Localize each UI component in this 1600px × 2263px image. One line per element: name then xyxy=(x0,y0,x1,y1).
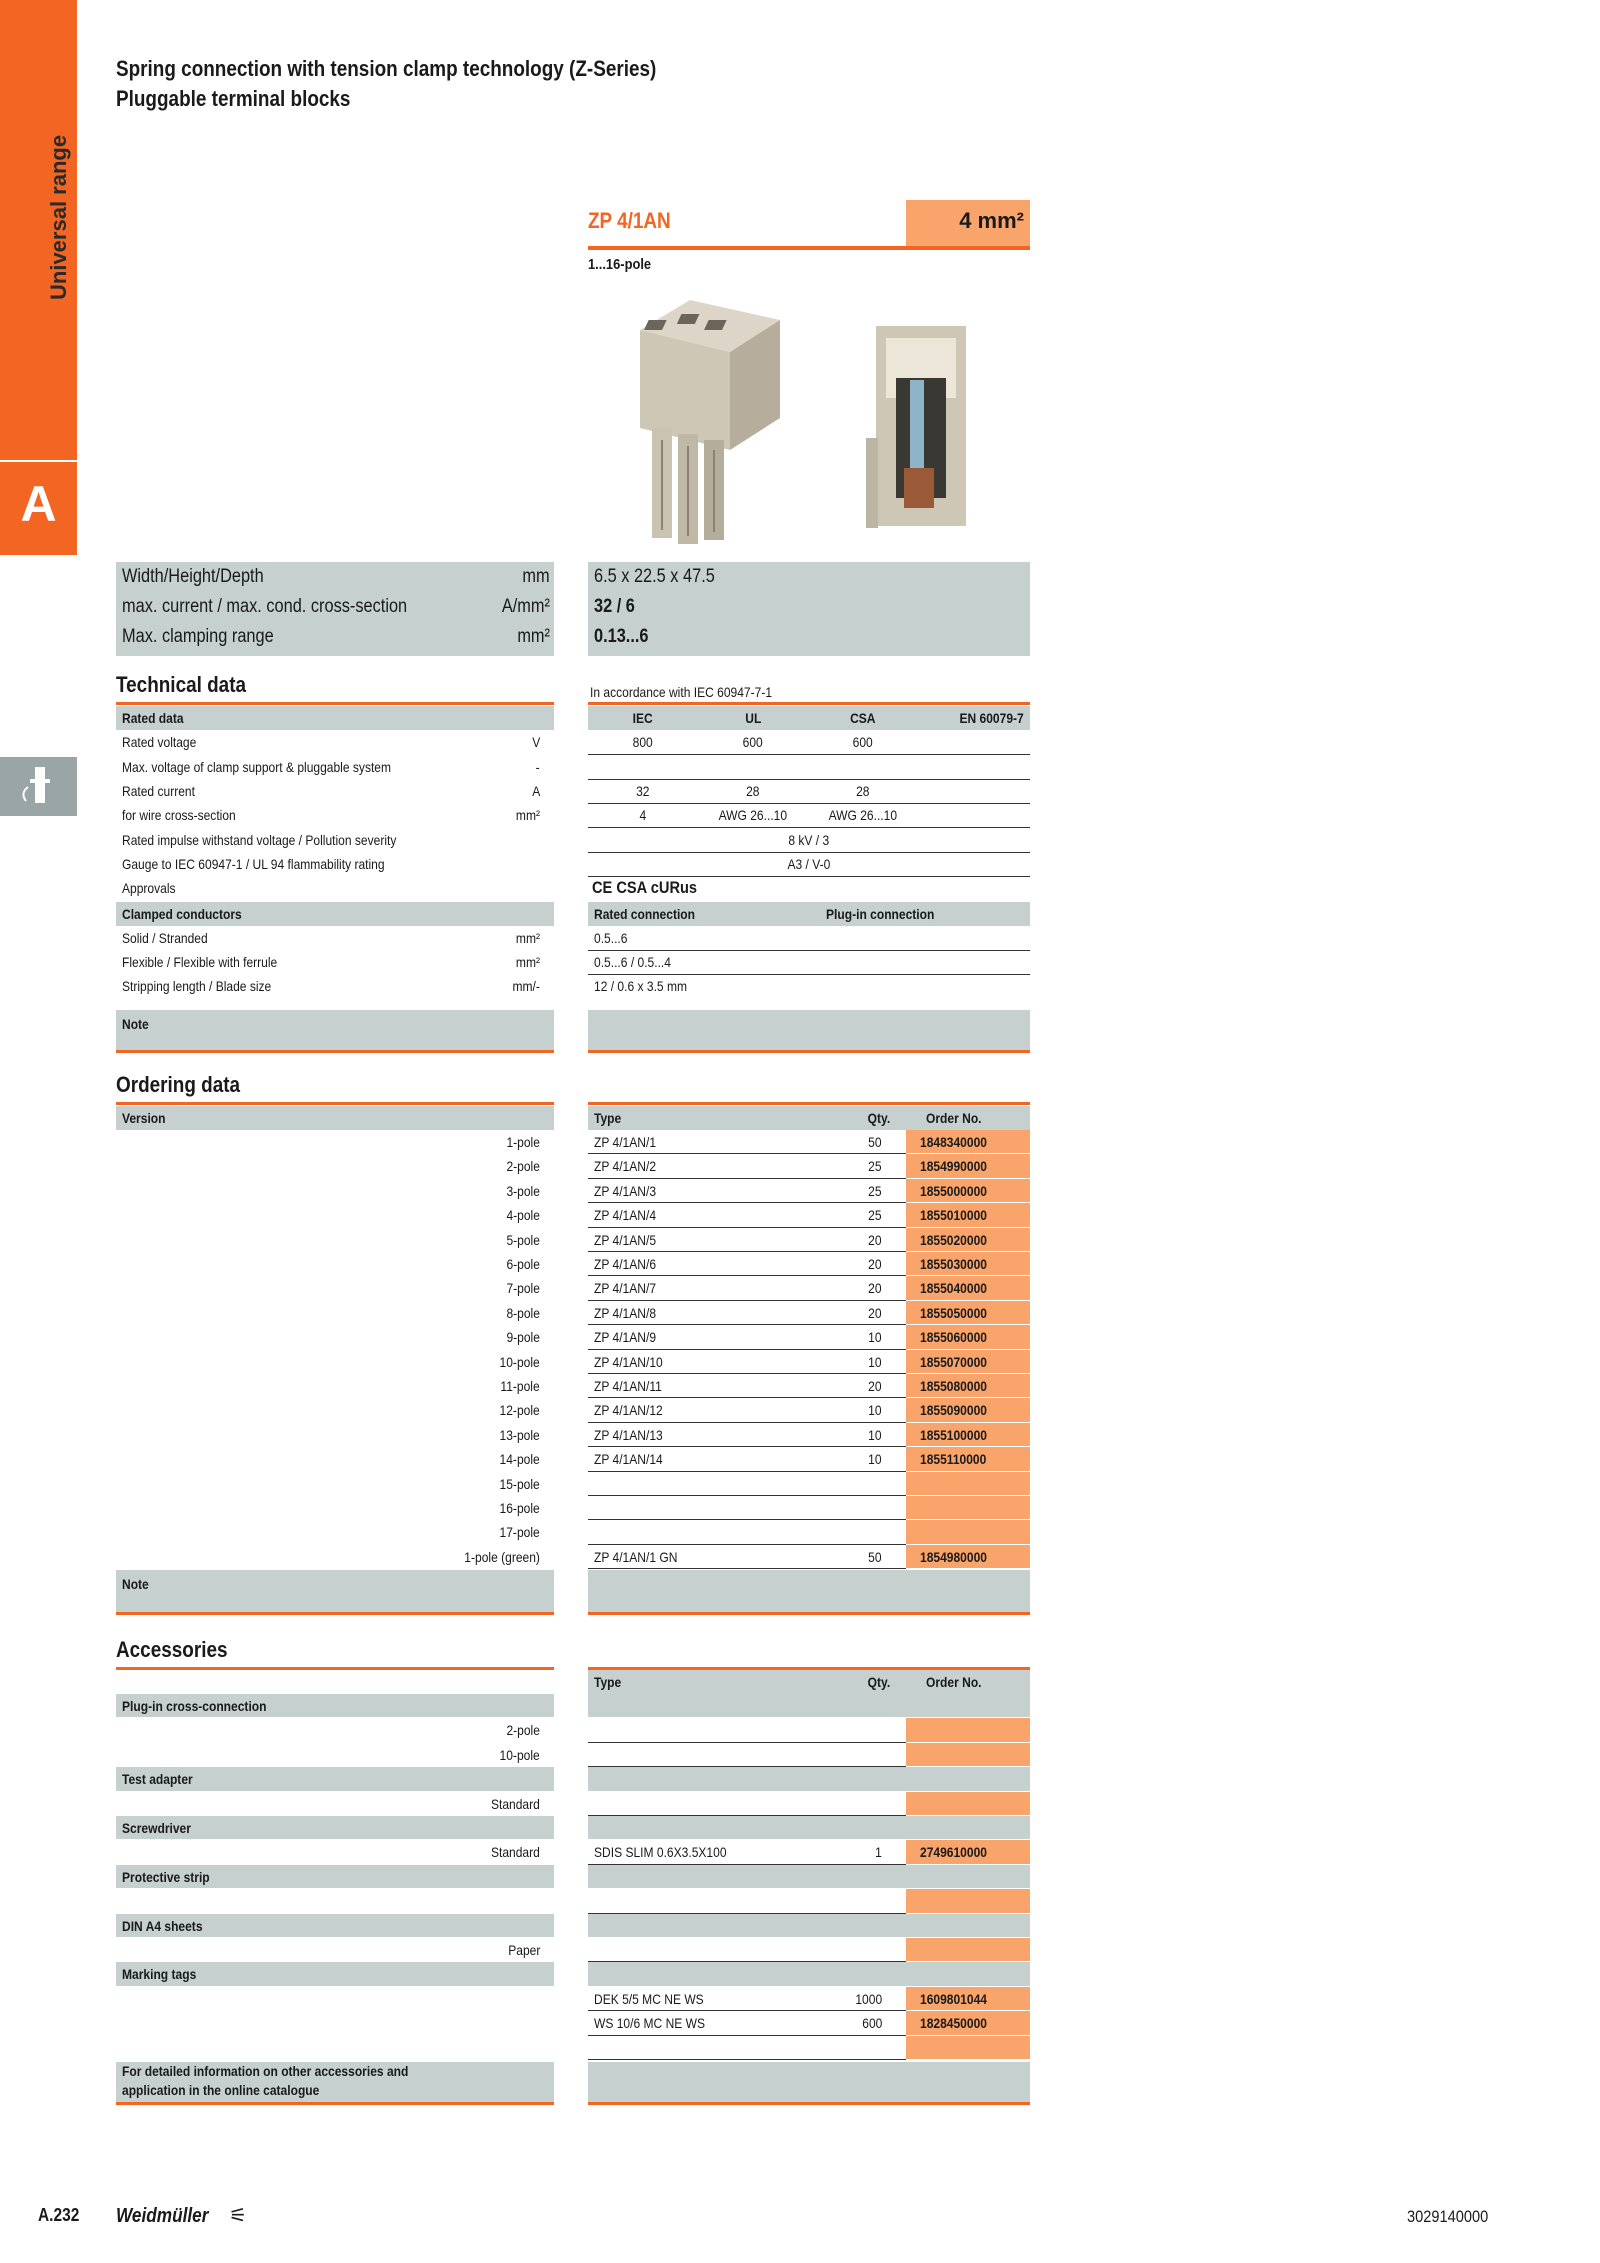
spec-csa: 600 xyxy=(852,734,874,750)
ordering-note-band xyxy=(116,1570,554,1615)
qty-cell: 25 xyxy=(868,1158,882,1175)
type-cell: ZP 4/1AN/7 xyxy=(594,1280,657,1297)
order-no-cell[interactable]: 1855050000 xyxy=(920,1304,987,1321)
acc-col-type: Type xyxy=(594,1674,622,1690)
acc-group-band-right xyxy=(588,1962,1030,1985)
pole-range: 1...16-pole xyxy=(588,256,652,273)
brand-logo: Weidmüller ⚟ xyxy=(116,2205,247,2227)
acc-group-header: Protective strip xyxy=(122,1868,210,1885)
version-cell: 4-pole xyxy=(506,1207,540,1224)
spec-csa: AWG 26...10 xyxy=(828,807,898,823)
acc-group-band-right xyxy=(588,1694,1030,1717)
version-cell: 16-pole xyxy=(499,1500,540,1516)
terminal-icon xyxy=(0,757,77,816)
dim-value: 6.5 x 22.5 x 47.5 xyxy=(594,566,715,587)
qty-cell: 20 xyxy=(868,1378,882,1394)
version-cell: 8-pole xyxy=(506,1304,540,1321)
version-cell: 5-pole xyxy=(506,1231,540,1248)
type-cell: ZP 4/1AN/4 xyxy=(594,1207,657,1224)
row-rule xyxy=(588,754,1030,755)
acc-order-no-cell[interactable]: 2749610000 xyxy=(920,1844,987,1861)
dim-unit: mm xyxy=(522,566,550,587)
spec-value: 12 / 0.6 x 3.5 mm xyxy=(594,978,688,994)
terminal-cross-section-photo xyxy=(866,318,976,538)
spec-unit: V xyxy=(531,734,540,750)
dim-value: 0.13...6 xyxy=(594,626,649,647)
type-cell: ZP 4/1AN/1 xyxy=(594,1134,657,1150)
col-type: Type xyxy=(594,1110,622,1126)
section-letter: A xyxy=(20,476,57,532)
type-cell: ZP 4/1AN/13 xyxy=(594,1426,663,1443)
acc-group-band-right xyxy=(588,1816,1030,1839)
note-band-right xyxy=(588,1010,1030,1053)
spec-unit: mm² xyxy=(515,930,540,946)
spec-value: 8 kV / 3 xyxy=(788,832,830,848)
category-tab[interactable] xyxy=(0,757,77,816)
spec-ul: AWG 26...10 xyxy=(718,807,788,823)
spec-unit: A xyxy=(531,783,540,799)
section-rule xyxy=(588,1102,1030,1105)
technical-data-title: Technical data xyxy=(116,672,247,697)
order-no-cell[interactable]: 1855100000 xyxy=(920,1426,987,1443)
spec-iec: 4 xyxy=(639,807,647,823)
qty-cell: 10 xyxy=(868,1329,882,1346)
acc-col-order-no: Order No. xyxy=(926,1674,982,1690)
order-no-cell[interactable]: 1855030000 xyxy=(920,1256,987,1272)
acc-order-cell-bg xyxy=(906,2036,1030,2059)
version-header: Version xyxy=(122,1110,166,1126)
acc-qty-cell: 600 xyxy=(861,2015,882,2032)
type-cell: ZP 4/1AN/10 xyxy=(594,1353,663,1370)
acc-group-band-right xyxy=(588,1865,1030,1888)
dim-label: max. current / max. cond. cross-section xyxy=(122,596,408,617)
page-number: A.232 xyxy=(38,2205,80,2225)
spec-unit: mm² xyxy=(515,807,540,823)
version-cell: 1-pole xyxy=(506,1134,540,1150)
row-rule xyxy=(588,2059,906,2060)
qty-cell: 10 xyxy=(868,1426,882,1443)
section-rule xyxy=(116,1102,554,1105)
row-rule xyxy=(588,1742,906,1743)
order-no-cell[interactable]: 1855080000 xyxy=(920,1378,987,1394)
qty-cell: 20 xyxy=(868,1256,882,1272)
type-cell: ZP 4/1AN/3 xyxy=(594,1182,657,1199)
section-rule xyxy=(588,702,1030,705)
acc-item-label: 10-pole xyxy=(499,1746,540,1763)
online-catalogue-link[interactable]: For detailed information on other accessories and xyxy=(122,2063,409,2079)
acc-order-cell-bg xyxy=(906,1889,1030,1912)
order-no-cell[interactable]: 1855060000 xyxy=(920,1329,987,1346)
order-no-cell[interactable]: 1855090000 xyxy=(920,1402,987,1419)
type-cell: ZP 4/1AN/11 xyxy=(594,1378,662,1394)
acc-item-label: 2-pole xyxy=(506,1722,540,1739)
spec-value: 0.5...6 xyxy=(594,930,628,946)
type-cell: ZP 4/1AN/14 xyxy=(594,1451,663,1468)
order-no-cell[interactable]: 1848340000 xyxy=(920,1134,987,1150)
dim-unit: A/mm² xyxy=(501,596,550,617)
acc-order-cell-bg xyxy=(906,1938,1030,1961)
note-band xyxy=(116,1010,554,1053)
order-no-cell[interactable]: 1855000000 xyxy=(920,1182,987,1199)
col-en: EN 60079-7 xyxy=(959,710,1024,726)
row-rule xyxy=(906,1471,1030,1472)
spec-label: Rated current xyxy=(122,783,195,799)
version-cell: 11-pole xyxy=(500,1378,540,1394)
spec-label: Max. voltage of clamp support & pluggable system xyxy=(122,759,392,775)
spec-unit: mm² xyxy=(515,954,540,970)
col-csa: CSA xyxy=(850,710,876,726)
dim-label: Max. clamping range xyxy=(122,626,274,647)
sidebar-divider xyxy=(0,460,77,462)
online-catalogue-link-line2[interactable]: application in the online catalogue xyxy=(122,2082,320,2098)
order-no-cell[interactable]: 1854980000 xyxy=(920,1548,987,1565)
version-cell: 6-pole xyxy=(506,1256,540,1272)
accessories-title: Accessories xyxy=(116,1637,228,1662)
spec-iec: 800 xyxy=(632,734,654,750)
order-no-cell[interactable]: 1855040000 xyxy=(920,1280,987,1297)
qty-cell: 10 xyxy=(868,1402,882,1419)
spec-ul: 28 xyxy=(746,783,760,799)
qty-cell: 25 xyxy=(868,1207,882,1224)
type-cell: ZP 4/1AN/6 xyxy=(594,1256,657,1272)
version-cell: 7-pole xyxy=(506,1280,540,1297)
col-order-no: Order No. xyxy=(926,1110,982,1126)
acc-group-band-right xyxy=(588,1914,1030,1937)
version-cell: 10-pole xyxy=(499,1353,540,1370)
ordering-note-label: Note xyxy=(122,1576,149,1592)
row-rule xyxy=(906,1495,1030,1496)
acc-qty-cell: 1000 xyxy=(855,1990,882,2007)
row-rule xyxy=(906,1519,1030,1520)
spec-iec: 32 xyxy=(636,783,650,799)
acc-type-cell: DEK 5/5 MC NE WS xyxy=(594,1990,704,2007)
col-qty: Qty. xyxy=(867,1110,890,1126)
version-cell: 3-pole xyxy=(506,1182,540,1199)
acc-col-qty: Qty. xyxy=(867,1674,890,1690)
acc-group-header: Marking tags xyxy=(122,1966,197,1983)
col-ul: UL xyxy=(744,710,762,726)
spec-label: Approvals xyxy=(122,880,176,896)
range-label: Universal range xyxy=(46,134,71,300)
version-cell: 12-pole xyxy=(499,1402,540,1419)
type-cell: ZP 4/1AN/8 xyxy=(594,1304,657,1321)
acc-item-label: Standard xyxy=(491,1795,540,1812)
col-plugin-connection: Plug-in connection xyxy=(826,906,935,922)
col-iec: IEC xyxy=(632,710,654,726)
acc-order-cell-bg xyxy=(906,1792,1030,1815)
clamped-header: Clamped conductors xyxy=(122,906,242,922)
spec-label: Gauge to IEC 60947-1 / UL 94 flammability rating xyxy=(122,856,385,872)
qty-cell: 25 xyxy=(868,1182,882,1199)
ordering-data-title: Ordering data xyxy=(116,1072,241,1097)
type-cell: ZP 4/1AN/5 xyxy=(594,1231,657,1248)
qty-cell: 10 xyxy=(868,1451,882,1468)
qty-cell: 50 xyxy=(868,1134,882,1150)
type-cell: ZP 4/1AN/12 xyxy=(594,1402,663,1419)
spec-label: Flexible / Flexible with ferrule xyxy=(122,954,278,970)
spec-value: 0.5...6 / 0.5...4 xyxy=(594,954,671,970)
document-number: 3029140000 xyxy=(1407,2207,1489,2226)
row-rule xyxy=(588,1471,906,1472)
acc-qty-cell: 1 xyxy=(875,1844,882,1861)
product-name: ZP 4/1AN xyxy=(588,208,671,233)
spec-unit: mm/- xyxy=(512,978,540,994)
qty-cell: 10 xyxy=(868,1353,882,1370)
qty-cell: 20 xyxy=(868,1231,882,1248)
terminal-block-photo xyxy=(630,300,790,546)
order-no-cell[interactable]: 1855010000 xyxy=(920,1207,987,1224)
spec-unit: - xyxy=(535,759,540,775)
spec-value: A3 / V-0 xyxy=(787,856,831,872)
version-cell: 9-pole xyxy=(506,1329,540,1346)
dim-unit: mm² xyxy=(517,626,550,647)
order-no-cell[interactable]: 1855070000 xyxy=(920,1353,987,1370)
product-bar xyxy=(588,200,1030,250)
acc-item-label: Paper xyxy=(507,1942,540,1958)
row-rule xyxy=(588,1519,906,1520)
version-cell: 2-pole xyxy=(506,1158,540,1175)
spec-ul: 600 xyxy=(742,734,764,750)
type-cell: ZP 4/1AN/2 xyxy=(594,1158,657,1175)
acc-order-no-cell[interactable]: 1828450000 xyxy=(920,2015,987,2032)
row-rule xyxy=(588,2035,906,2036)
standard-note: In accordance with IEC 60947-7-1 xyxy=(590,684,773,700)
section-rule xyxy=(116,1667,554,1670)
version-cell: 13-pole xyxy=(499,1426,540,1443)
page-subtitle: Pluggable terminal blocks xyxy=(116,86,351,111)
acc-item-label: Standard xyxy=(491,1844,540,1861)
spec-csa: 28 xyxy=(856,783,870,799)
type-cell: ZP 4/1AN/1 GN xyxy=(594,1548,678,1565)
sidebar-tab xyxy=(0,0,77,555)
version-band xyxy=(116,1106,554,1130)
version-cell: 15-pole xyxy=(499,1475,540,1492)
product-size: 4 mm² xyxy=(906,200,1030,246)
row-rule xyxy=(588,1495,906,1496)
acc-group-header: Test adapter xyxy=(122,1771,193,1788)
acc-order-no-cell[interactable]: 1609801044 xyxy=(920,1990,987,2007)
spec-label: Rated impulse withstand voltage / Pollution severity xyxy=(122,832,397,848)
spec-label: for wire cross-section xyxy=(122,807,236,823)
order-no-cell[interactable]: 1854990000 xyxy=(920,1158,987,1175)
acc-type-cell: SDIS SLIM 0.6X3.5X100 xyxy=(594,1844,727,1861)
type-cell: ZP 4/1AN/9 xyxy=(594,1329,657,1346)
qty-cell: 20 xyxy=(868,1280,882,1297)
spec-label: Stripping length / Blade size xyxy=(122,978,272,994)
approval-marks-icon: CE CSA cURus xyxy=(592,878,698,897)
acc-group-header: DIN A4 sheets xyxy=(122,1917,203,1934)
qty-cell: 50 xyxy=(868,1548,882,1565)
acc-order-cell-bg xyxy=(906,1718,1030,1741)
spec-label: Solid / Stranded xyxy=(122,930,208,946)
dim-value: 32 / 6 xyxy=(594,596,635,617)
acc-group-header: Plug-in cross-connection xyxy=(122,1698,267,1714)
acc-order-cell-bg xyxy=(906,1743,1030,1766)
section-rule xyxy=(116,702,554,705)
qty-cell: 20 xyxy=(868,1304,882,1321)
ordering-note-band-right xyxy=(588,1570,1030,1615)
version-cell: 14-pole xyxy=(499,1451,540,1468)
version-cell: 1-pole (green) xyxy=(464,1548,540,1565)
acc-group-band-right xyxy=(588,1767,1030,1790)
col-rated-connection: Rated connection xyxy=(594,906,696,922)
dim-label: Width/Height/Depth xyxy=(122,566,264,587)
version-cell: 17-pole xyxy=(499,1524,540,1541)
note-label: Note xyxy=(122,1016,149,1032)
page-title: Spring connection with tension clamp technology (Z-Series) xyxy=(116,56,657,81)
acc-group-header: Screwdriver xyxy=(122,1820,191,1836)
order-no-cell[interactable]: 1855110000 xyxy=(920,1451,987,1468)
order-no-cell[interactable]: 1855020000 xyxy=(920,1231,987,1248)
spec-label: Rated voltage xyxy=(122,734,197,750)
rated-data-header: Rated data xyxy=(122,710,184,726)
acc-type-cell: WS 10/6 MC NE WS xyxy=(594,2015,706,2032)
acc-footer-band-right xyxy=(588,2062,1030,2105)
